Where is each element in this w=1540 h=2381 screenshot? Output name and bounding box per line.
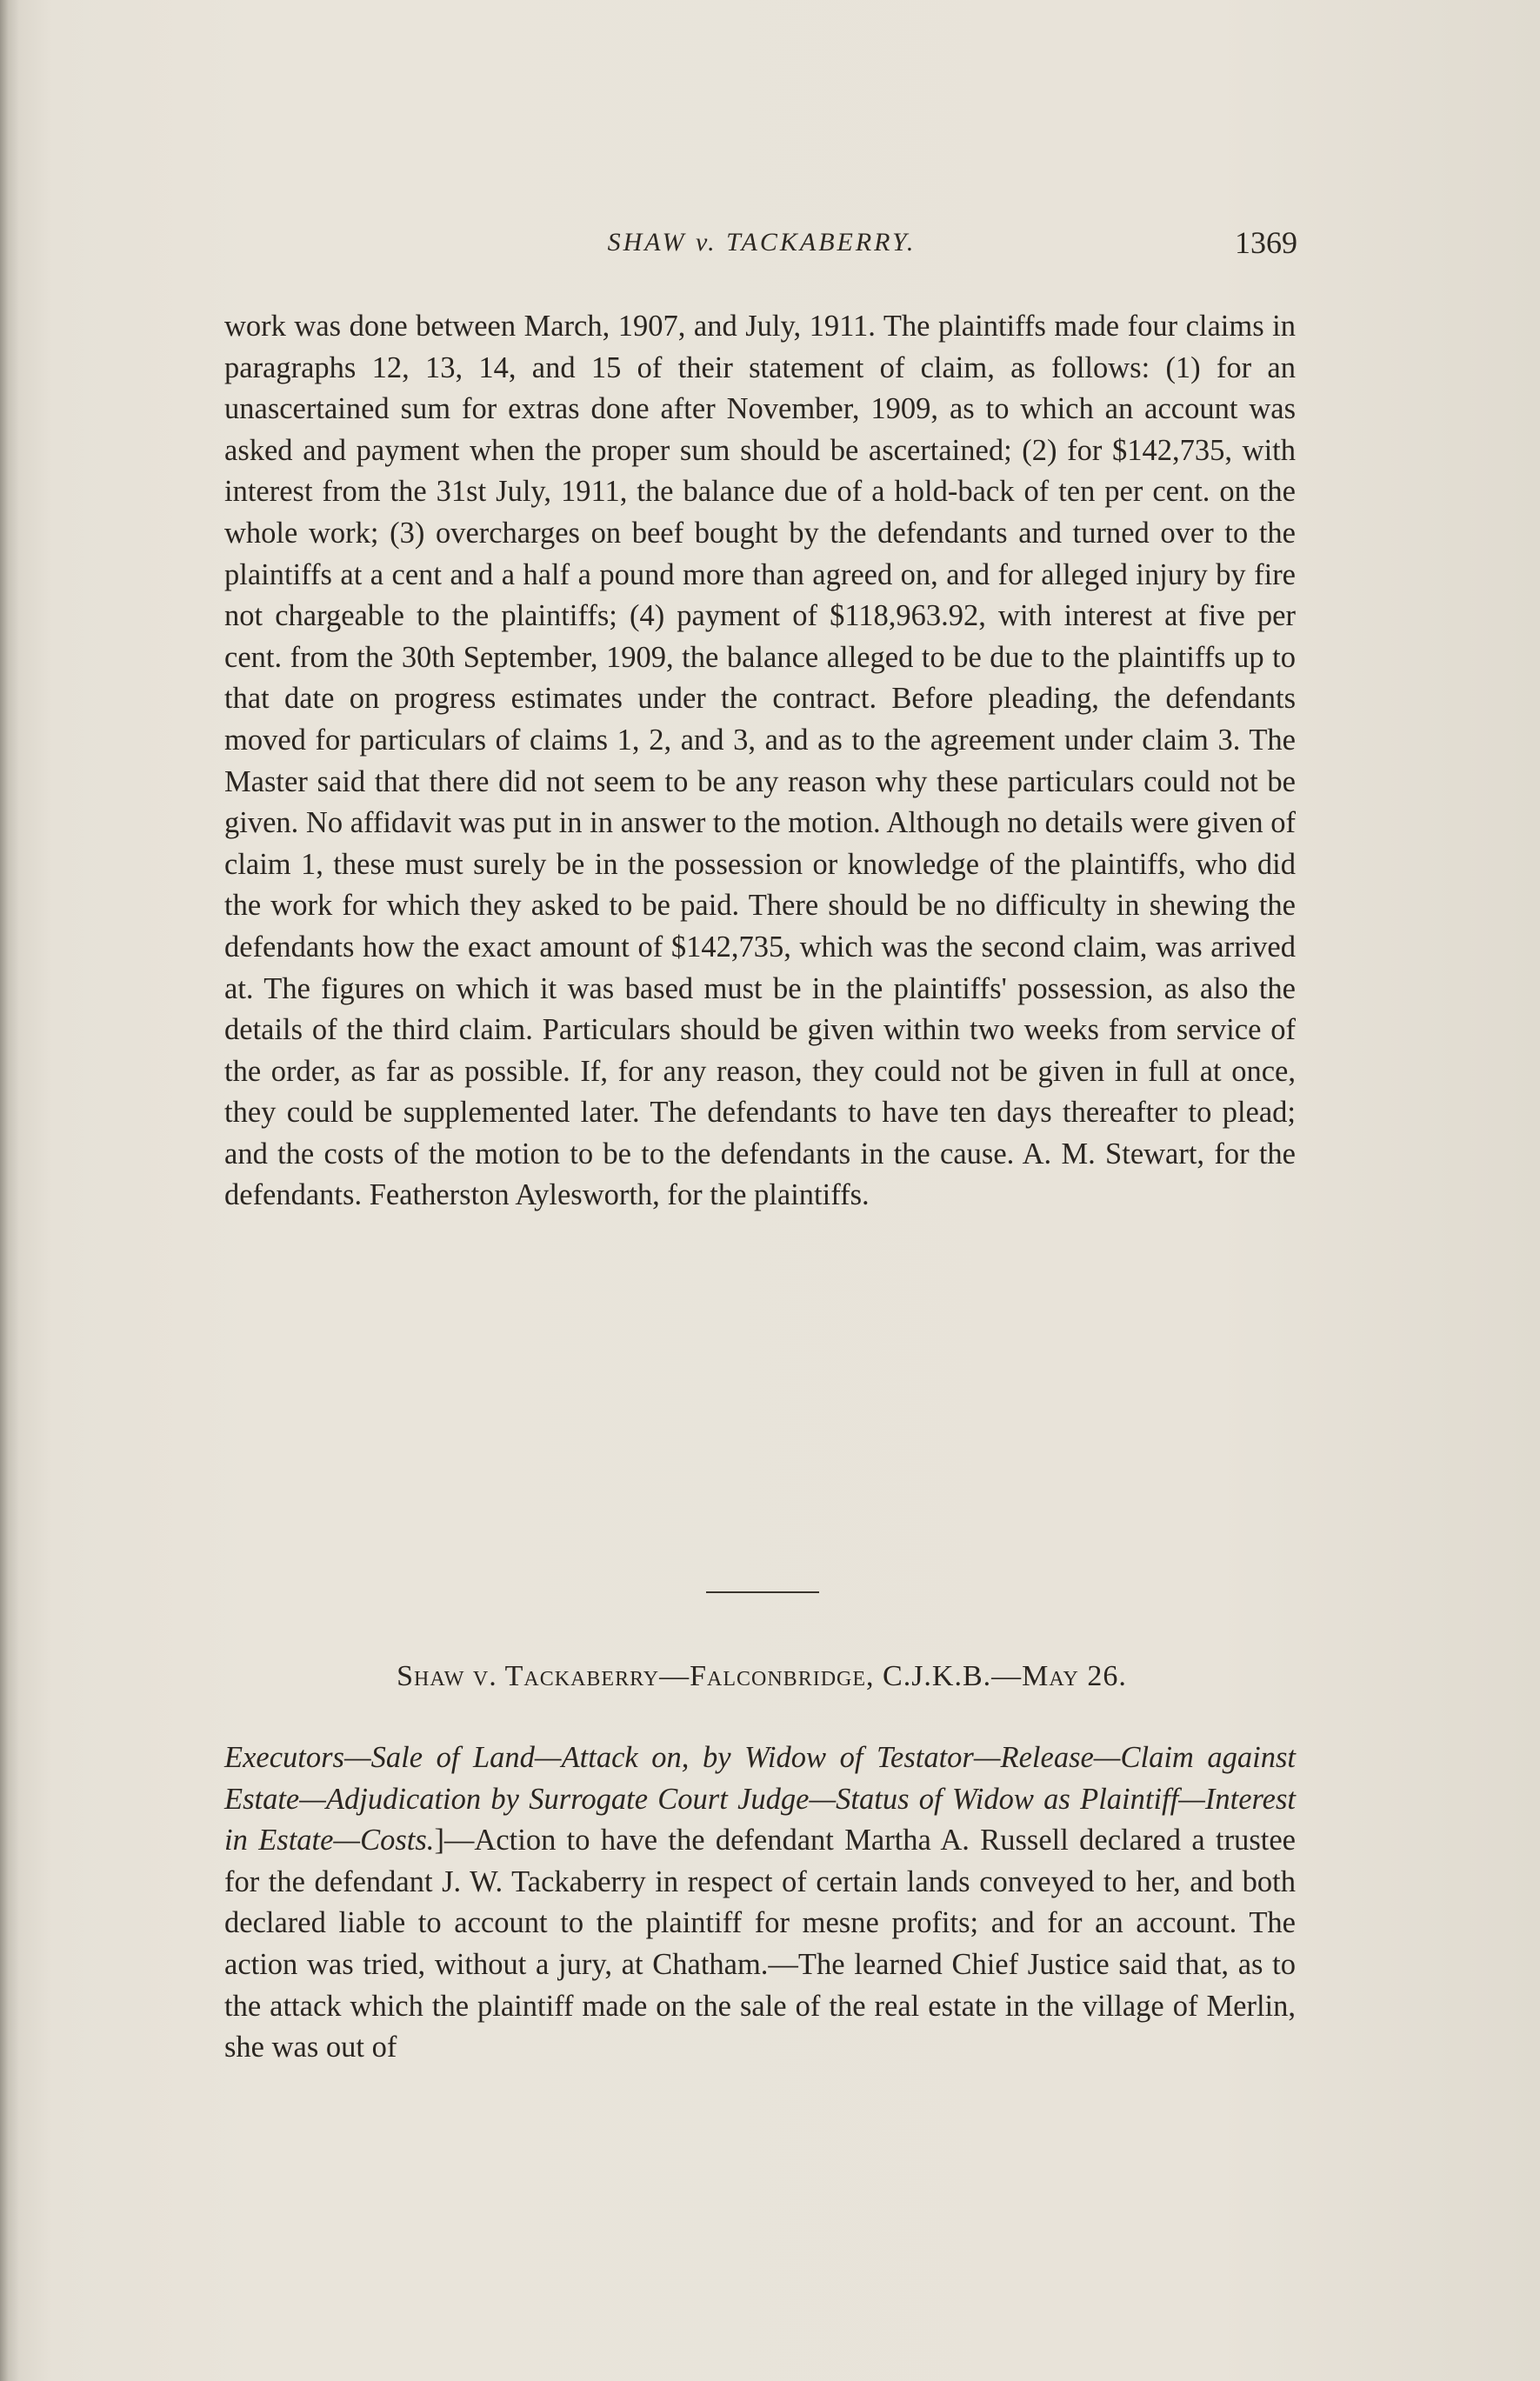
body-paragraph: work was done between March, 1907, and July, 1911. The plaintiffs made four claims in paragraphs 12, 13, 14, and 15 of their statement of claim, as follows: (1) for an unascertained sum for extras done after November, 1909, as to which an account was asked and payment when the proper sum should be ascertained; (2) for $142,735, with interest from the 31st July, 1911, the balance due of a hold-back of ten per cent. on the whole work; (3) overcharges on beef bought by the defendants and turned over to the plaintiffs at a cent and a half a pound more than agreed on, and for alleged injury by fire not chargeable to the plaintiffs; (4) payment of $118,963.92, with interest at five per cent. from the 30th September, 1909, the balance alleged to be due to the plaintiffs up to that date on progress estimates under the contract. Before pleading, the defendants moved for particulars of claims 1, 2, and 3, and as to the agreement under claim 3. The Master said that there did not seem to be any reason why these particulars could not be given. No affidavit was put in in answer to the motion. Although no details were given of claim 1, these must surely be in the possession or knowledge of the plaintiffs, who did the work for which they asked to be paid. There should be no difficulty in shewing the defendants how the exact amount of $142,735, which was the second claim, was arrived at. The figures on which it was based must be in the plaintiffs' possession, as also the details of the third claim. Particulars should be given within two weeks from service of the order, as far as possible. If, for any reason, they could not be given in full at once, they could be supplemented later. The defendants to have ten days thereafter to plead; and the costs of the motion to be to the defendants in the cause. A. M. Stewart, for the defendants. Featherston Aylesworth, for the plaintiffs.: [224, 310, 1296, 1212]
running-title: SHAW v. TACKABERRY.: [607, 228, 917, 257]
case-text: ]—Action to have the defendant Martha A. Russell declared a trustee for the defendant J. W. Tackaberry in respect of certain lands conveyed to her, and both declared liable to account to the plaintiff for mesne profits; and for an account. The action was tried, without a jury, at Chatham.—The learned Chief Justice said that, as to the attack which the plaintiff made on the sale of the real estate in the village of Merlin, she was out of: [224, 1824, 1296, 2064]
running-head: [226, 225, 1297, 271]
case-body: [224, 1737, 1296, 2069]
case-heading: Shaw v. Tackaberry—Falconbridge, C.J.K.B.—May 26.: [397, 1660, 1127, 1692]
binding-shadow: [0, 0, 19, 2381]
page-number: 1369: [1235, 225, 1297, 260]
section-divider: [706, 1591, 819, 1593]
case-headnote: Executors—Sale of Land—Attack on, by Widow of Testator—Release—Claim against Estate—Adjudication by Surrogate Court Judge—Status of Widow as Plaintiff—Interest in Estate—Costs.: [224, 1741, 1296, 1857]
